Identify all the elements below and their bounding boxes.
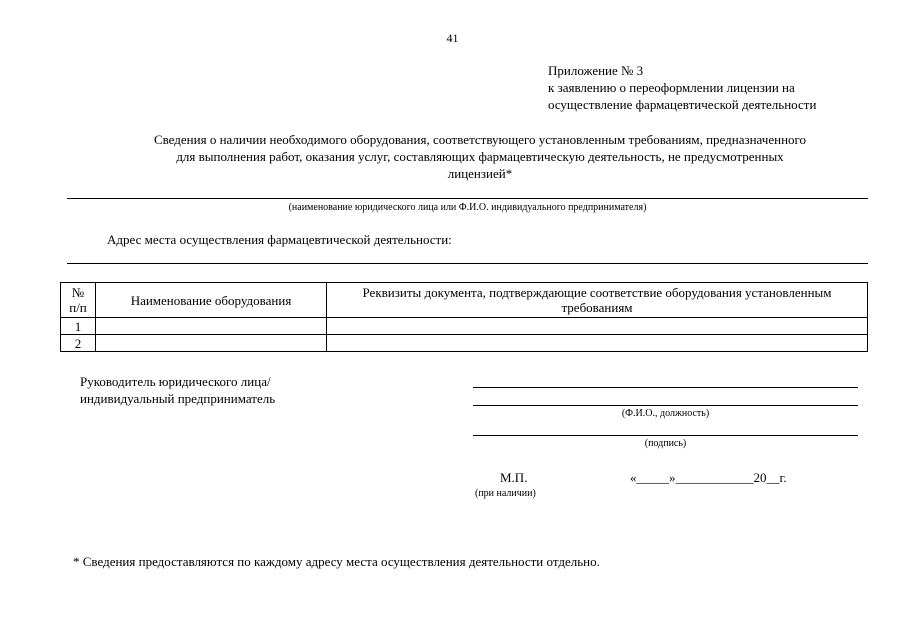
fio-line-2 [473, 405, 858, 406]
col-header-document-details: Реквизиты документа, подтверждающие соответствие оборудования установленным требованиям [327, 283, 868, 318]
stamp-note: (при наличии) [475, 488, 536, 499]
address-line [67, 263, 868, 264]
col-header-number: № п/п [61, 283, 96, 318]
row-number-cell: 2 [61, 335, 96, 352]
fio-caption: (Ф.И.О., должность) [621, 408, 710, 419]
equipment-table [60, 282, 868, 352]
signature-line [473, 435, 858, 436]
document-details-cell[interactable] [327, 318, 868, 335]
equipment-name-cell[interactable] [96, 318, 327, 335]
head-label-line-1: Руководитель юридического лица/ [80, 374, 271, 389]
table-row [61, 318, 868, 335]
footnote: * Сведения предоставляются по каждому адресу места осуществления деятельности отдельно. [73, 554, 600, 569]
equipment-name-cell[interactable] [96, 335, 327, 352]
signature-caption: (подпись) [644, 438, 687, 449]
table-header-row [61, 283, 868, 318]
stamp-label: М.П. [500, 470, 528, 485]
fio-line-1 [473, 387, 858, 388]
date-field[interactable]: «_____»____________20__г. [630, 470, 787, 485]
org-name-caption: (наименование юридического лица или Ф.И.О. индивидуального предпринимателя) [288, 202, 647, 213]
row-number-cell: 1 [61, 318, 96, 335]
table-row [61, 335, 868, 352]
address-label: Адрес места осуществления фармацевтической деятельности: [107, 232, 452, 247]
title-line-3: лицензией* [447, 166, 513, 181]
appendix-line-1: Приложение № 3 [548, 63, 644, 78]
document-details-cell[interactable] [327, 335, 868, 352]
col-header-equipment-name: Наименование оборудования [96, 283, 327, 318]
appendix-header [548, 62, 816, 113]
head-label [80, 373, 275, 407]
page-number: 41 [446, 31, 459, 45]
appendix-line-3: осуществление фармацевтической деятельности [548, 97, 817, 112]
appendix-line-2: к заявлению о переоформлении лицензии на [548, 80, 795, 95]
org-name-line [67, 198, 868, 199]
title-line-2: для выполнения работ, оказания услуг, составляющих фармацевтическую деятельность, не предусмотренных [176, 149, 784, 164]
title-line-1: Сведения о наличии необходимого оборудования, соответствующего установленным требованиям, предназначенного [153, 132, 807, 147]
document-title [90, 131, 870, 182]
head-label-line-2: индивидуальный предприниматель [80, 391, 276, 406]
